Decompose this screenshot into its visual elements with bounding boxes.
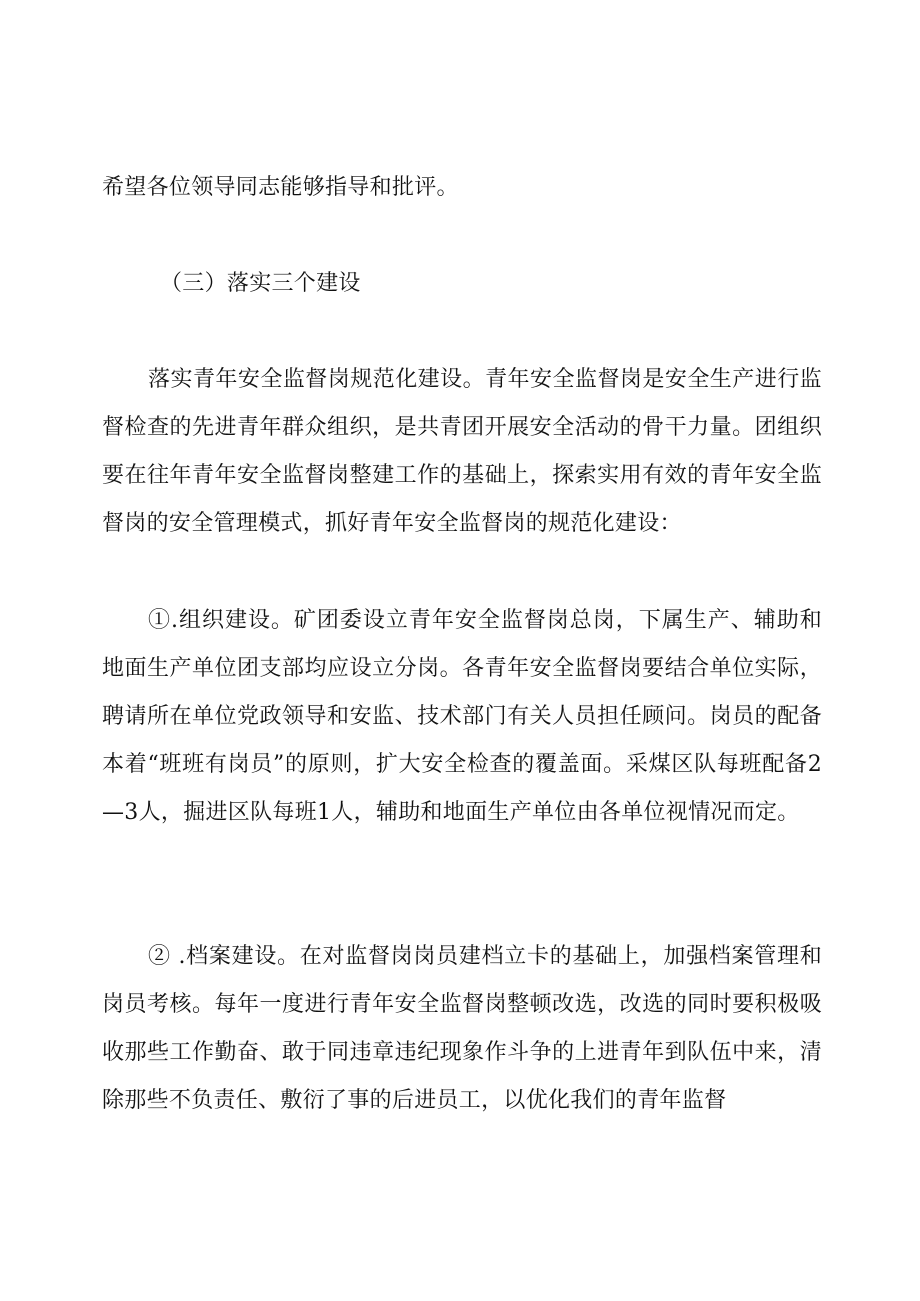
paragraph-standardization: 落实青年安全监督岗规范化建设。青年安全监督岗是安全生产进行监督检查的先进青年群众组织，是共青团开展安全活动的骨干力量。团组织要在往年青年安全监督岗整建工作的基础上，探索实用有效的青年安全监督岗的安全管理模式，抓好青年安全监督岗的规范化建设： bbox=[102, 367, 822, 536]
paragraph-organization-construction: ①.组织建设。矿团委设立青年安全监督岗总岗，下属生产、辅助和地面生产单位团支部均应设立分岗。各青年安全监督岗要结合单位实际，聘请所在单位党政领导和安监、技术部门有关人员担任顾问。岗员的配备本着“班班有岗员”的原则，扩大安全检查的覆盖面。采煤区队每班配备2—3人，掘进区队每班1人，辅助和地面生产单位由各单位视情况而定。 bbox=[102, 608, 822, 825]
paragraph-closing-remark: 希望各位领导同志能够指导和批评。 bbox=[102, 175, 459, 200]
section-heading-three-constructions: （三）落实三个建设 bbox=[160, 271, 361, 296]
paragraph-archive-construction: ② .档案建设。在对监督岗岗员建档立卡的基础上，加强档案管理和岗员考核。每年一度进行青年安全监督岗整顿改选，改选的同时要积极吸收那些工作勤奋、敢于同违章违纪现象作斗争的上进青年到队伍中来，清除那些不负责任、敷衍了事的后进员工，以优化我们的青年监督 bbox=[102, 944, 822, 1113]
